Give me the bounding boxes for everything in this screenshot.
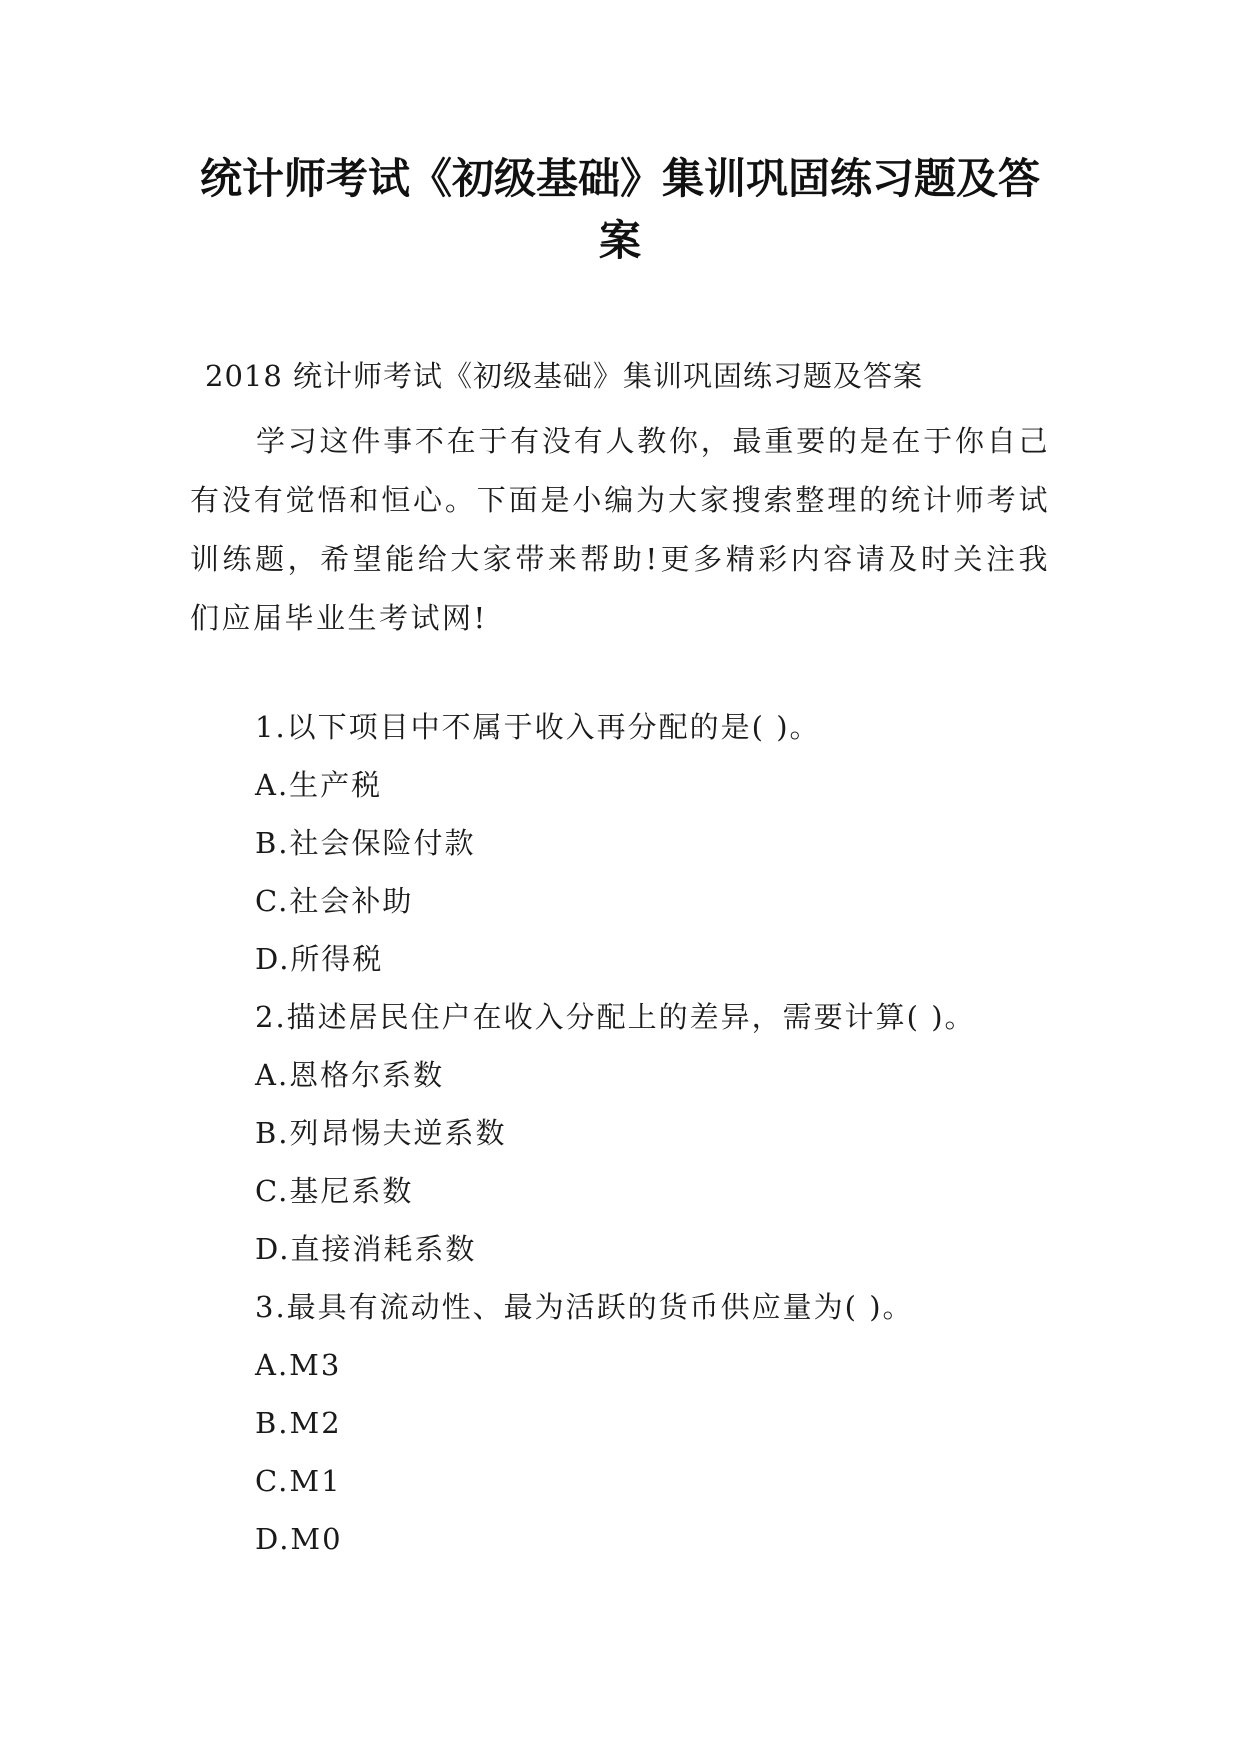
question-1-option-b: B.社会保险付款	[255, 826, 476, 860]
question-3-option-d: D.M0	[255, 1522, 343, 1556]
question-1-option-c: C.社会补助	[255, 884, 414, 918]
question-1-option-a: A.生产税	[255, 768, 383, 802]
question-2-option-c: C.基尼系数	[255, 1174, 414, 1208]
document-subtitle: 2018 统计师考试《初级基础》集训巩固练习题及答案	[205, 359, 924, 393]
question-3-option-a: A.M3	[255, 1348, 342, 1382]
document-title: 统计师考试《初级基础》集训巩固练习题及答案	[199, 154, 1040, 265]
question-list	[255, 698, 1055, 1568]
intro-paragraph: 学习这件事不在于有没有人教你，最重要的是在于你自己有没有觉悟和恒心。下面是小编为大家搜索整理的统计师考试训练题，希望能给大家带来帮助!更多精彩内容请及时关注我们应届毕业生考试网!	[190, 424, 1050, 635]
question-3: 3.最具有流动性、最为活跃的货币供应量为( )。	[255, 1290, 914, 1324]
question-2-option-a: A.恩格尔系数	[255, 1058, 445, 1092]
question-3-option-c: C.M1	[255, 1464, 342, 1498]
question-2-option-d: D.直接消耗系数	[255, 1232, 477, 1266]
question-1-option-d: D.所得税	[255, 942, 384, 976]
question-3-option-b: B.M2	[255, 1406, 342, 1440]
question-1: 1.以下项目中不属于收入再分配的是( )。	[255, 710, 821, 744]
question-2-option-b: B.列昂惕夫逆系数	[255, 1116, 507, 1150]
question-2: 2.描述居民住户在收入分配上的差异，需要计算( )。	[255, 1000, 976, 1034]
